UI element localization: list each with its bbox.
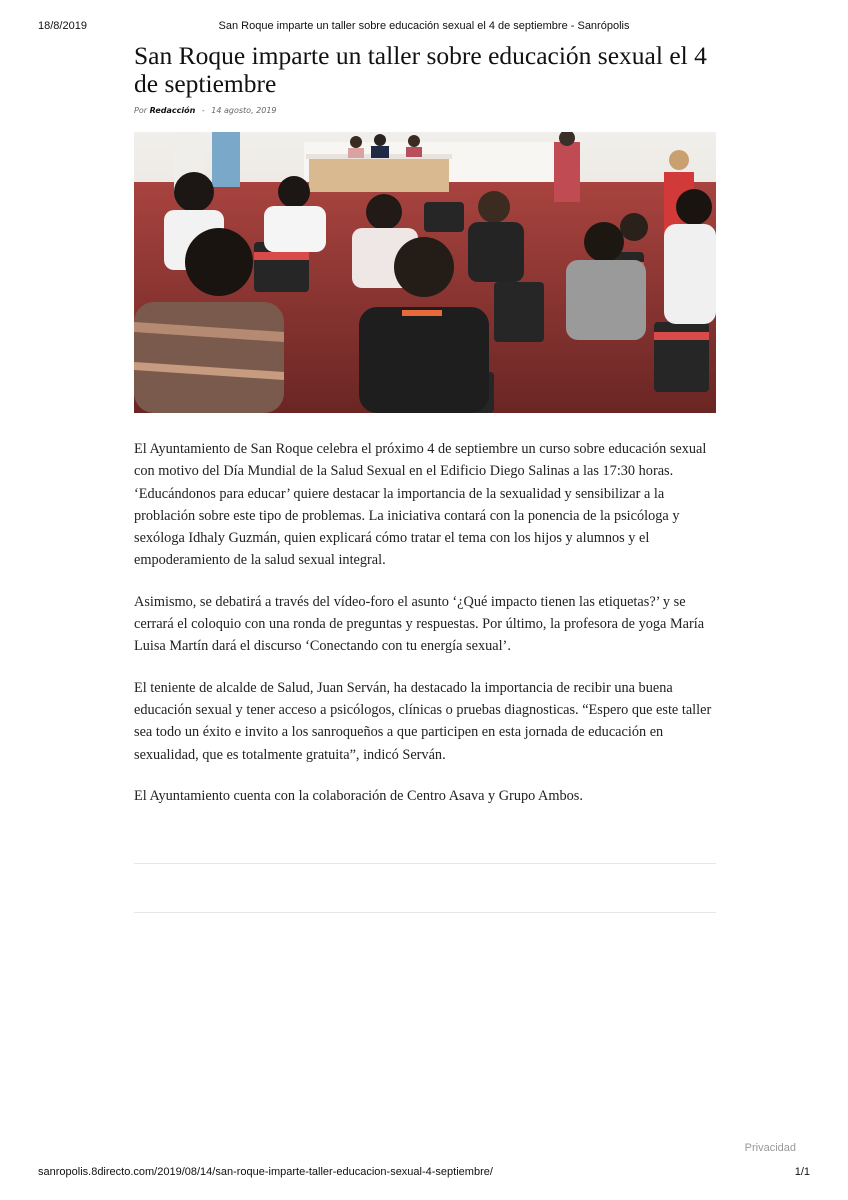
article-title: San Roque imparte un taller sobre educación sexual el 4 de septiembre — [134, 41, 707, 98]
by-label: Por — [134, 106, 148, 115]
article-photo — [134, 132, 716, 413]
print-page-number: 1/1 — [794, 1166, 810, 1178]
meta-separator: - — [201, 106, 205, 115]
article — [134, 42, 716, 826]
divider — [134, 912, 716, 913]
print-page-title: San Roque imparte un taller sobre educación sexual el 4 de septiembre - Sanrópolis — [218, 20, 630, 32]
paragraph: El teniente de alcalde de Salud, Juan Serván, ha destacado la importancia de recibir una buena educación sexual y tener acceso a psicólogos, clínicas o pruebas diagnosticas. “Espero que este taller sea todo un éxito e invito a los sanroqueños a que participen en esta jornada de educación en sexualidad, que es totalmente gratuita”, indicó Serván. — [134, 679, 712, 763]
author-link[interactable]: Redacción — [149, 106, 196, 115]
publish-date: 14 agosto, 2019 — [211, 106, 277, 115]
privacy-link[interactable]: Privacidad — [744, 1142, 796, 1154]
print-footer-url: sanropolis.8directo.com/2019/08/14/san-roque-imparte-taller-educacion-sexual-4-septiembre/ — [38, 1166, 493, 1178]
article-meta — [134, 106, 716, 115]
paragraph: El Ayuntamiento de San Roque celebra el próximo 4 de septiembre un curso sobre educación sexual con motivo del Día Mundial de la Salud Sexual en el Edificio Diego Salinas a las 17:30 horas. ‘Educándonos para educar’ quiere destacar la importancia de la sexualidad y sensibilizar a la problación sobre este tipo de problemas. La iniciativa contará con la ponencia de la psicóloga y sexóloga Idhaly Guzmán, quien explicará cómo tratar el tema con los hijos y alumnos y el empoderamiento de la salud sexual integral. — [134, 441, 707, 569]
paragraph: El Ayuntamiento cuenta con la colaboración de Centro Asava y Grupo Ambos. — [134, 787, 583, 804]
divider — [134, 863, 716, 864]
print-date: 18/8/2019 — [38, 20, 87, 32]
article-body — [134, 438, 716, 807]
paragraph: Asimismo, se debatirá a través del vídeo-foro el asunto ‘¿Qué impacto tienen las etiquetas?’ y se cerrará el coloquio con una ronda de preguntas y respuestas. Por último, la profesora de yoga María Luisa Martín dará el discurso ‘Conectando con tu energía sexual’. — [134, 593, 705, 655]
